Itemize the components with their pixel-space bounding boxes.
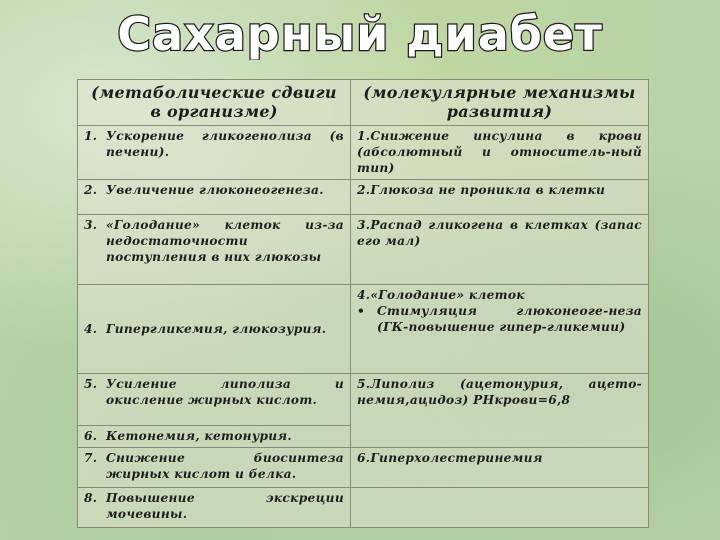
item-text: Увеличение глюконеогенеза. — [106, 183, 324, 197]
mechanism-text: 4.«Голодание» клеток — [357, 288, 525, 302]
item-number: 5. — [84, 377, 98, 391]
table-row — [78, 448, 649, 488]
item-text: Повышение экскреции мочевины. — [106, 491, 344, 521]
item-number: 2. — [84, 183, 98, 197]
table-cell-left — [78, 215, 351, 285]
table-cell-right — [351, 374, 649, 448]
slide-title-text: Сахарный диабет — [117, 7, 603, 60]
bullet-item — [357, 303, 642, 335]
slide-title-art — [60, 4, 660, 60]
table-cell-left — [78, 374, 351, 426]
table-cell-right — [351, 126, 649, 180]
header-left: (метаболические сдвиги в организме) — [78, 80, 351, 126]
mechanism-text: 2.Глюкоза не проникла в клетки — [357, 183, 606, 197]
slide-title — [60, 4, 660, 60]
table-cell-right — [351, 448, 649, 488]
item-text: Гипергликемия, глюкозурия. — [106, 321, 327, 336]
item-number: 1. — [84, 129, 98, 143]
table-cell-left — [78, 180, 351, 215]
item-number: 4. — [84, 321, 98, 336]
header-right: (молекулярные механизмы развития) — [351, 80, 649, 126]
bullet-text: Стимуляция глюконеоге-неза (ГК-повышение гипер-гликемии) — [377, 304, 642, 334]
table-row — [78, 374, 649, 426]
table-cell-right — [351, 488, 649, 528]
table-cell-left — [78, 126, 351, 180]
table-cell-left — [78, 285, 351, 374]
table-cell-left — [78, 426, 351, 448]
item-number: 3. — [84, 218, 98, 232]
table-cell-left — [78, 448, 351, 488]
comparison-table — [77, 79, 649, 528]
table-cell-right — [351, 285, 649, 374]
item-text: Кетонемия, кетонурия. — [106, 429, 292, 443]
item-text: «Голодание» клеток из-за недостаточности поступления в них глюкозы — [106, 218, 344, 264]
item-number: 8. — [84, 491, 98, 505]
item-text: Усиление липолиза и окисление жирных кислот. — [106, 377, 344, 407]
mechanism-text: 5.Липолиз (ацетонурия, ацето-немия,ацидоз) РНкрови=6,8 — [357, 377, 642, 407]
mechanism-text: 1.Снижение инсулина в крови (абсолютный и относитель-ный тип) — [357, 129, 642, 175]
table-cell-right — [351, 180, 649, 215]
table-header-row — [78, 80, 649, 126]
bullet-glyph: • — [357, 304, 366, 318]
item-text: Ускорение гликогенолиза (в печени). — [106, 129, 344, 159]
mechanism-text: 6.Гиперхолестеринемия — [357, 451, 543, 465]
table-cell-right — [351, 215, 649, 285]
item-number: 6. — [84, 429, 98, 443]
mechanism-text: 3.Распад гликогена в клетках (запас его мал) — [357, 218, 642, 248]
table-row — [78, 126, 649, 180]
item-text: Снижение биосинтеза жирных кислот и белка. — [106, 451, 344, 481]
table-cell-left — [78, 488, 351, 528]
item-number: 7. — [84, 451, 98, 465]
table-row — [78, 215, 649, 285]
table-row — [78, 180, 649, 215]
table-row — [78, 285, 649, 374]
table-row — [78, 488, 649, 528]
